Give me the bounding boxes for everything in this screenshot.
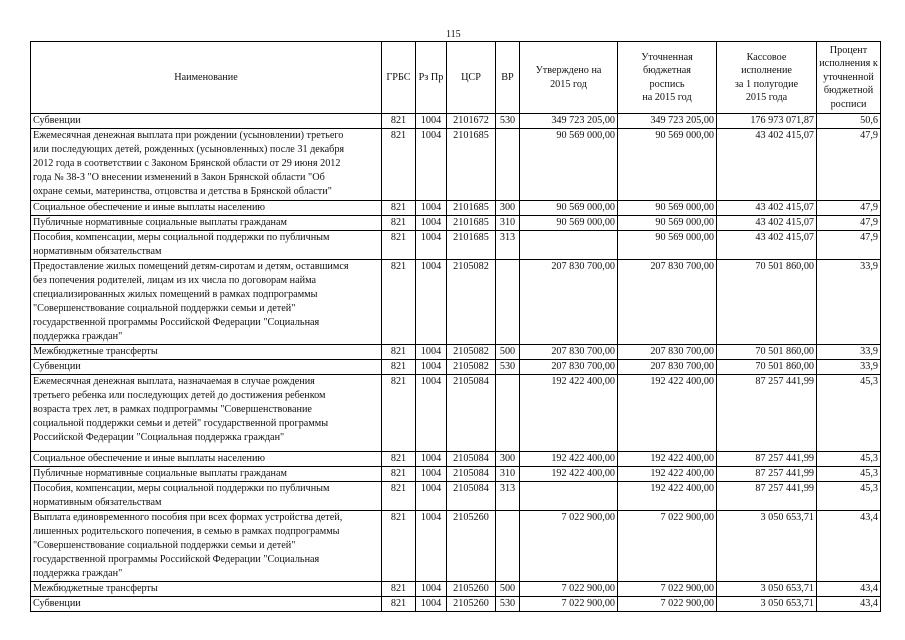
header-line: 2015 года bbox=[745, 92, 788, 103]
name-line: Межбюджетные трансферты bbox=[33, 346, 158, 357]
header-line: бюджетная bbox=[643, 65, 691, 76]
cell-refined: 207 830 700,00 bbox=[618, 260, 717, 345]
name-line: нормативным обязательствам bbox=[33, 246, 162, 257]
name-line: Субвенции bbox=[33, 598, 81, 609]
table-row bbox=[31, 582, 881, 597]
cell-rzpr: 1004 bbox=[416, 231, 447, 260]
name-line: третьего ребенка или последующих детей до достижения ребенком bbox=[33, 390, 326, 401]
cell-refined: 90 569 000,00 bbox=[618, 201, 717, 216]
header-line: исполнение bbox=[741, 65, 792, 76]
header-cash bbox=[717, 42, 817, 114]
cell-name bbox=[31, 467, 382, 482]
cell-name bbox=[31, 452, 382, 467]
cell-cash: 70 501 860,00 bbox=[717, 345, 817, 360]
cell-name bbox=[31, 582, 382, 597]
header-line: на 2015 год bbox=[642, 92, 692, 103]
cell-approved: 349 723 205,00 bbox=[520, 114, 618, 129]
cell-name bbox=[31, 511, 382, 582]
cell-approved: 7 022 900,00 bbox=[520, 582, 618, 597]
header-vr: ВР bbox=[496, 42, 520, 114]
cell-percent: 33,9 bbox=[817, 360, 881, 375]
header-refined bbox=[618, 42, 717, 114]
cell-name bbox=[31, 231, 382, 260]
cell-csr: 2101672 bbox=[447, 114, 496, 129]
cell-approved: 90 569 000,00 bbox=[520, 129, 618, 201]
table-row bbox=[31, 114, 881, 129]
cell-grbs: 821 bbox=[382, 345, 416, 360]
header-line: уточненной bbox=[823, 71, 874, 83]
name-line: поддержка граждан" bbox=[33, 331, 123, 342]
cell-grbs: 821 bbox=[382, 114, 416, 129]
table-row bbox=[31, 597, 881, 612]
name-line: Выплата единовременного пособия при всех формах устройства детей, bbox=[33, 512, 343, 523]
name-line: Предоставление жилых помещений детям-сиротам и детям, оставшимся bbox=[33, 261, 349, 272]
cell-percent: 47,9 bbox=[817, 216, 881, 231]
cell-approved: 7 022 900,00 bbox=[520, 511, 618, 582]
name-line: возраста трех лет, в рамках подпрограммы "Совершенствование bbox=[33, 404, 312, 415]
cell-percent: 47,9 bbox=[817, 201, 881, 216]
cell-percent: 47,9 bbox=[817, 231, 881, 260]
cell-csr: 2101685 bbox=[447, 216, 496, 231]
header-rzpr: Рз Пр bbox=[416, 42, 447, 114]
cell-cash: 3 050 653,71 bbox=[717, 597, 817, 612]
cell-percent: 45,3 bbox=[817, 482, 881, 511]
cell-approved: 207 830 700,00 bbox=[520, 360, 618, 375]
header-line: 2015 год bbox=[550, 78, 587, 90]
name-line: Субвенции bbox=[33, 361, 81, 372]
name-line: "Совершенствование социальной поддержки семьи и детей" bbox=[33, 303, 296, 314]
cell-refined: 7 022 900,00 bbox=[618, 582, 717, 597]
cell-vr: 310 bbox=[496, 467, 520, 482]
cell-percent: 50,6 bbox=[817, 114, 881, 129]
header-csr: ЦСР bbox=[447, 42, 496, 114]
cell-approved: 192 422 400,00 bbox=[520, 467, 618, 482]
cell-rzpr: 1004 bbox=[416, 260, 447, 345]
cell-vr: 300 bbox=[496, 452, 520, 467]
name-line: Ежемесячная денежная выплата, назначаемая в случае рождения bbox=[33, 376, 315, 387]
table-row bbox=[31, 375, 881, 452]
cell-csr: 2105084 bbox=[447, 375, 496, 452]
cell-grbs: 821 bbox=[382, 467, 416, 482]
cell-grbs: 821 bbox=[382, 216, 416, 231]
cell-vr bbox=[496, 260, 520, 345]
cell-grbs: 821 bbox=[382, 452, 416, 467]
cell-name bbox=[31, 597, 382, 612]
name-line: "Совершенствование социальной поддержки семьи и детей" bbox=[33, 540, 296, 551]
cell-csr: 2101685 bbox=[447, 231, 496, 260]
table-body bbox=[31, 114, 881, 612]
cell-refined: 349 723 205,00 bbox=[618, 114, 717, 129]
cell-rzpr: 1004 bbox=[416, 582, 447, 597]
cell-grbs: 821 bbox=[382, 360, 416, 375]
header-line: Утверждено на bbox=[535, 65, 602, 76]
name-line: Российской Федерации "Социальная поддержка граждан" bbox=[33, 432, 285, 443]
cell-rzpr: 1004 bbox=[416, 216, 447, 231]
cell-vr: 300 bbox=[496, 201, 520, 216]
cell-csr: 2105084 bbox=[447, 452, 496, 467]
cell-vr: 530 bbox=[496, 114, 520, 129]
cell-rzpr: 1004 bbox=[416, 201, 447, 216]
cell-csr: 2105082 bbox=[447, 345, 496, 360]
cell-vr: 530 bbox=[496, 597, 520, 612]
table-row bbox=[31, 452, 881, 467]
cell-vr: 313 bbox=[496, 231, 520, 260]
cell-refined: 207 830 700,00 bbox=[618, 345, 717, 360]
header-line: бюджетной bbox=[823, 85, 874, 97]
name-line: Ежемесячная денежная выплата при рождении (усыновлении) третьего bbox=[33, 130, 344, 141]
table-row bbox=[31, 231, 881, 260]
cell-vr bbox=[496, 511, 520, 582]
table-row bbox=[31, 260, 881, 345]
cell-name bbox=[31, 216, 382, 231]
cell-refined: 7 022 900,00 bbox=[618, 511, 717, 582]
table-row bbox=[31, 360, 881, 375]
cell-rzpr: 1004 bbox=[416, 597, 447, 612]
cell-approved: 207 830 700,00 bbox=[520, 260, 618, 345]
cell-rzpr: 1004 bbox=[416, 360, 447, 375]
cell-vr: 500 bbox=[496, 345, 520, 360]
cell-cash: 3 050 653,71 bbox=[717, 511, 817, 582]
name-line: поддержка граждан" bbox=[33, 568, 123, 579]
cell-refined: 90 569 000,00 bbox=[618, 216, 717, 231]
cell-csr: 2101685 bbox=[447, 129, 496, 201]
cell-name bbox=[31, 345, 382, 360]
cell-grbs: 821 bbox=[382, 201, 416, 216]
header-line: исполнения к bbox=[819, 58, 878, 70]
cell-grbs: 821 bbox=[382, 482, 416, 511]
cell-refined: 192 422 400,00 bbox=[618, 452, 717, 467]
cell-grbs: 821 bbox=[382, 231, 416, 260]
cell-cash: 43 402 415,07 bbox=[717, 201, 817, 216]
cell-name bbox=[31, 201, 382, 216]
table-row bbox=[31, 345, 881, 360]
cell-name bbox=[31, 375, 382, 452]
cell-name bbox=[31, 129, 382, 201]
name-line: Субвенции bbox=[33, 115, 81, 126]
header-line: роспись bbox=[649, 78, 685, 90]
cell-percent: 33,9 bbox=[817, 260, 881, 345]
cell-csr: 2105260 bbox=[447, 582, 496, 597]
cell-cash: 87 257 441,99 bbox=[717, 467, 817, 482]
cell-rzpr: 1004 bbox=[416, 511, 447, 582]
header-percent bbox=[817, 42, 881, 114]
cell-name bbox=[31, 114, 382, 129]
name-line: 2012 года в соответствии с Законом Брянской области от 29 июня 2012 bbox=[33, 158, 341, 169]
header-line: Кассовое bbox=[746, 51, 787, 63]
cell-refined: 192 422 400,00 bbox=[618, 482, 717, 511]
cell-cash: 87 257 441,99 bbox=[717, 452, 817, 467]
cell-cash: 70 501 860,00 bbox=[717, 260, 817, 345]
cell-rzpr: 1004 bbox=[416, 375, 447, 452]
name-line: социальной поддержки семьи и детей" государственной программы bbox=[33, 418, 329, 429]
cell-csr: 2105260 bbox=[447, 511, 496, 582]
cell-refined: 7 022 900,00 bbox=[618, 597, 717, 612]
name-line: года № 38-З "О внесении изменений в Закон Брянской области "Об bbox=[33, 172, 325, 183]
cell-grbs: 821 bbox=[382, 375, 416, 452]
cell-approved bbox=[520, 482, 618, 511]
cell-percent: 33,9 bbox=[817, 345, 881, 360]
budget-table bbox=[30, 41, 881, 612]
cell-grbs: 821 bbox=[382, 511, 416, 582]
cell-refined: 207 830 700,00 bbox=[618, 360, 717, 375]
header-line: Уточненная bbox=[641, 51, 693, 63]
name-line: без попечения родителей, лицам из их числа по договорам найма bbox=[33, 275, 316, 286]
cell-name bbox=[31, 260, 382, 345]
cell-cash: 87 257 441,99 bbox=[717, 375, 817, 452]
cell-rzpr: 1004 bbox=[416, 345, 447, 360]
cell-csr: 2105082 bbox=[447, 260, 496, 345]
name-line: государственной программы Российской Федерации "Социальная bbox=[33, 554, 320, 565]
cell-vr: 313 bbox=[496, 482, 520, 511]
header-line: Процент bbox=[829, 44, 868, 56]
cell-name bbox=[31, 360, 382, 375]
cell-percent: 43,4 bbox=[817, 582, 881, 597]
cell-vr: 500 bbox=[496, 582, 520, 597]
cell-cash: 176 973 071,87 bbox=[717, 114, 817, 129]
cell-csr: 2105084 bbox=[447, 482, 496, 511]
cell-approved: 7 022 900,00 bbox=[520, 597, 618, 612]
header-name: Наименование bbox=[31, 42, 382, 114]
name-line: Межбюджетные трансферты bbox=[33, 583, 158, 594]
cell-vr: 310 bbox=[496, 216, 520, 231]
cell-grbs: 821 bbox=[382, 597, 416, 612]
cell-percent: 47,9 bbox=[817, 129, 881, 201]
cell-approved: 192 422 400,00 bbox=[520, 452, 618, 467]
header-line: росписи bbox=[830, 98, 867, 110]
name-line: специализированных жилых помещений в рамках подпрограммы bbox=[33, 289, 318, 300]
cell-refined: 192 422 400,00 bbox=[618, 467, 717, 482]
table-row bbox=[31, 482, 881, 511]
name-line: или последующих детей, рожденных (усыновленных) после 31 декабря bbox=[33, 144, 345, 155]
cell-rzpr: 1004 bbox=[416, 452, 447, 467]
cell-cash: 3 050 653,71 bbox=[717, 582, 817, 597]
table-row bbox=[31, 467, 881, 482]
cell-approved bbox=[520, 231, 618, 260]
cell-cash: 43 402 415,07 bbox=[717, 216, 817, 231]
header-grbs: ГРБС bbox=[382, 42, 416, 114]
cell-rzpr: 1004 bbox=[416, 482, 447, 511]
cell-approved: 207 830 700,00 bbox=[520, 345, 618, 360]
cell-percent: 43,4 bbox=[817, 597, 881, 612]
cell-cash: 43 402 415,07 bbox=[717, 129, 817, 201]
cell-rzpr: 1004 bbox=[416, 129, 447, 201]
table-row bbox=[31, 511, 881, 582]
cell-name bbox=[31, 482, 382, 511]
cell-refined: 90 569 000,00 bbox=[618, 129, 717, 201]
name-line: лишенных родительского попечения, в семью в рамках подпрограммы bbox=[33, 526, 340, 537]
cell-csr: 2105084 bbox=[447, 467, 496, 482]
name-line: Социальное обеспечение и иные выплаты населению bbox=[33, 202, 266, 213]
name-line: нормативным обязательствам bbox=[33, 497, 162, 508]
cell-cash: 43 402 415,07 bbox=[717, 231, 817, 260]
name-line: Публичные нормативные социальные выплаты гражданам bbox=[33, 217, 287, 228]
header-row bbox=[31, 42, 881, 114]
cell-refined: 192 422 400,00 bbox=[618, 375, 717, 452]
cell-csr: 2105082 bbox=[447, 360, 496, 375]
cell-approved: 90 569 000,00 bbox=[520, 201, 618, 216]
cell-vr: 530 bbox=[496, 360, 520, 375]
table-row bbox=[31, 201, 881, 216]
cell-csr: 2101685 bbox=[447, 201, 496, 216]
cell-percent: 43,4 bbox=[817, 511, 881, 582]
header-approved bbox=[520, 42, 618, 114]
cell-approved: 90 569 000,00 bbox=[520, 216, 618, 231]
cell-grbs: 821 bbox=[382, 582, 416, 597]
name-line: Социальное обеспечение и иные выплаты населению bbox=[33, 453, 266, 464]
cell-rzpr: 1004 bbox=[416, 467, 447, 482]
cell-percent: 45,3 bbox=[817, 452, 881, 467]
cell-refined: 90 569 000,00 bbox=[618, 231, 717, 260]
name-line: Пособия, компенсации, меры социальной поддержки по публичным bbox=[33, 232, 330, 243]
name-line: Пособия, компенсации, меры социальной поддержки по публичным bbox=[33, 483, 330, 494]
cell-cash: 70 501 860,00 bbox=[717, 360, 817, 375]
header-line: за 1 полугодие bbox=[734, 78, 799, 90]
cell-vr bbox=[496, 375, 520, 452]
name-line: государственной программы Российской Федерации "Социальная bbox=[33, 317, 320, 328]
cell-grbs: 821 bbox=[382, 129, 416, 201]
cell-csr: 2105260 bbox=[447, 597, 496, 612]
cell-cash: 87 257 441,99 bbox=[717, 482, 817, 511]
cell-percent: 45,3 bbox=[817, 467, 881, 482]
cell-percent: 45,3 bbox=[817, 375, 881, 452]
page-number: 115 bbox=[446, 29, 461, 40]
cell-vr bbox=[496, 129, 520, 201]
cell-approved: 192 422 400,00 bbox=[520, 375, 618, 452]
name-line: Публичные нормативные социальные выплаты гражданам bbox=[33, 468, 287, 479]
table-row bbox=[31, 216, 881, 231]
name-line: охране семьи, материнства, отцовства и детства в Брянской области" bbox=[33, 186, 332, 197]
cell-grbs: 821 bbox=[382, 260, 416, 345]
cell-rzpr: 1004 bbox=[416, 114, 447, 129]
table-row bbox=[31, 129, 881, 201]
